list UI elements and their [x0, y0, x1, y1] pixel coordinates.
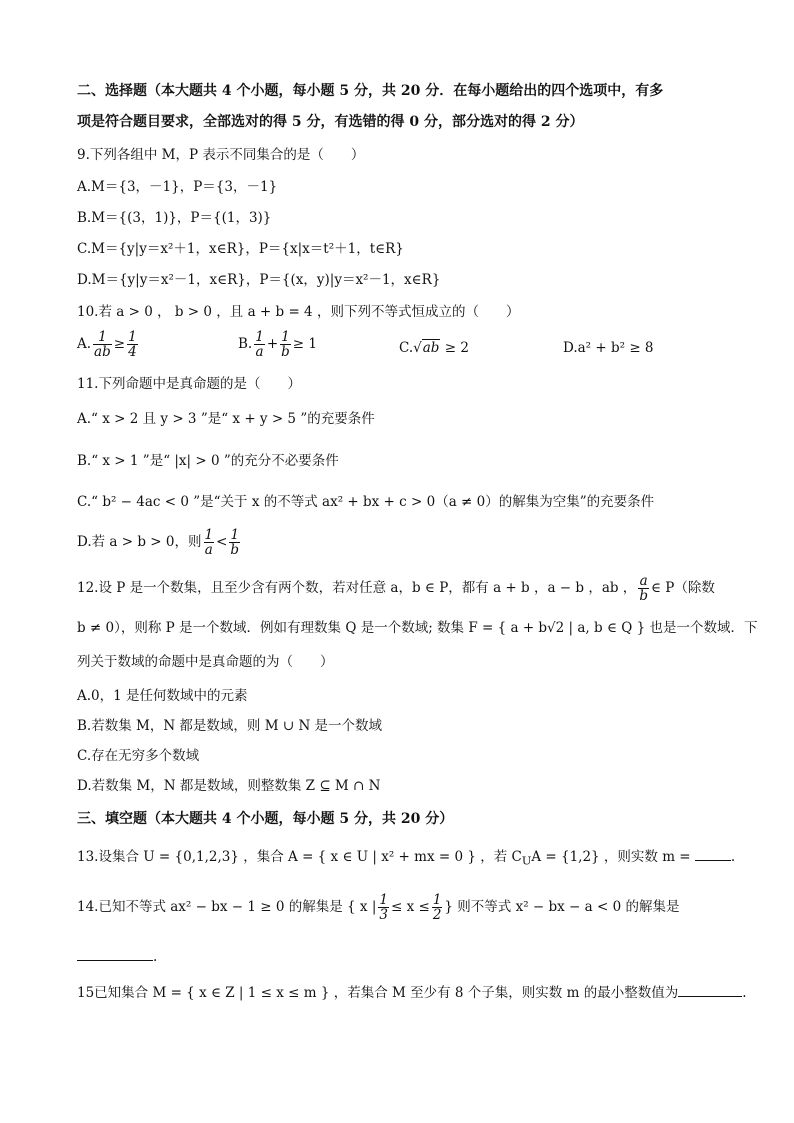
q10-option-b [238, 330, 317, 359]
q13-end: . [730, 849, 736, 865]
q14-mid: ≤ x ≤ [390, 899, 430, 915]
q12-l2-pre: b ≠ 0），则称 P 是一个数域．例如有理数集 Q 是一个数域; 数集 F = [77, 620, 494, 636]
q14-post: 则不等式 x² − bx − a < 0 的解集是 [457, 899, 680, 915]
q11-d-rel: < [216, 534, 228, 550]
q10-b-n1: 1 [255, 329, 264, 345]
q14-f2n: 1 [432, 892, 442, 908]
q11-option-c: C.“ b² − 4ac < 0 ”是“关于 x 的不等式 ax² + bx + c > 0（a ≠ 0）的解集为空集”的充要条件 [77, 494, 655, 510]
q12-l2-set: { a + b√2 | a, b ∈ Q } [497, 620, 646, 636]
q12-option-c: C.存在无穷多个数域 [77, 748, 200, 764]
q10-b-prefix: B. [238, 336, 253, 352]
q10-a-rel: ≥ [113, 336, 126, 352]
q14-f1d: 3 [379, 907, 388, 923]
q15-answer-blank[interactable] [678, 982, 742, 997]
q14-answer-blank[interactable] [77, 946, 153, 961]
q10-a-num: 1 [93, 330, 112, 345]
q10-b-frac2 [280, 330, 291, 359]
q10-option-d: D.a² + b² ≥ 8 [563, 340, 654, 356]
q14-answer-line [77, 946, 157, 967]
q11-option-a: A.“ x > 2 且 y > 3 ”是“ x + y > 5 ”的充要条件 [77, 411, 375, 427]
q9-option-d: D.M＝{y|y＝x²－1，x∈R}，P＝{(x，y)|y＝x²－1，x∈R} [77, 272, 441, 288]
q13-text2: A = {1,2} ，则实数 m = [531, 849, 691, 865]
q15-line [77, 982, 747, 1003]
q10-b-d1: a [255, 344, 264, 360]
q12-line1 [77, 574, 715, 603]
q11-d-d1: a [204, 542, 213, 558]
q10-c-radicand: ab [422, 340, 440, 356]
q13-text: 13.设集合 U = {0,1,2,3} ，集合 A = { x ∈ U | x² + mx = 0 } ，若 C [77, 849, 522, 865]
q12-l2-post: 也是一个数域．下 [649, 620, 758, 636]
q14-end: . [153, 949, 158, 965]
q12-line3: 列关于数域的命题中是真命题的为（ ） [77, 654, 334, 670]
q14-pre: 14.已知不等式 ax² − bx − 1 ≥ 0 的解集是 [77, 899, 343, 915]
q10-a-den: ab [94, 344, 111, 360]
q12-l1-frac [638, 574, 649, 603]
q10-b-frac1 [254, 330, 265, 359]
q10-b-n2: 1 [281, 329, 290, 345]
q10-c-prefix: C. [399, 340, 414, 356]
q10-b-d2: b [281, 344, 290, 360]
q12-line2 [77, 618, 757, 638]
q12-l1-fn: a [639, 573, 648, 589]
q13-sub: U [521, 854, 532, 868]
q11-d-n2: 1 [230, 527, 240, 543]
q13-line [77, 846, 735, 872]
q12-option-b: B.若数集 M，N 都是数域，则 M ∪ N 是一个数域 [77, 718, 383, 734]
q12-option-a: A.0，1 是任何数域中的元素 [77, 688, 248, 704]
q11-stem: 11.下列命题中是真命题的是（ ） [77, 376, 301, 392]
q9-option-c: C.M＝{y|y＝x²＋1，x∈R}，P＝{x|x＝t²＋1，t∈R} [77, 241, 404, 257]
q11-d-frac1 [204, 528, 215, 557]
q14-set-post: } [444, 899, 453, 915]
q12-l1-fd: b [639, 588, 648, 604]
q10-a-rfrac [127, 330, 138, 359]
q11-d-pre: D.若 a > b > 0，则 [77, 534, 202, 550]
q10-a-prefix: A. [77, 336, 92, 352]
q12-l1-post: ∈ P（除数 [650, 580, 715, 596]
q13-answer-blank[interactable] [695, 846, 731, 861]
q14-set-pre: { x | [347, 899, 377, 915]
q15-text: 15已知集合 M = { x ∈ Z | 1 ≤ x ≤ m } ，若集合 M 至少有 8 个子集，则实数 m 的最小整数值为 [77, 985, 679, 1001]
q14-f1n: 1 [379, 892, 388, 908]
q10-option-c [399, 338, 469, 358]
q12-option-d: D.若数集 M，N 都是数域，则整数集 Z ⊆ M ∩ N [77, 778, 381, 794]
q14-line [77, 893, 679, 922]
section2-heading-line2: 项是符合题目要求，全部选对的得 5 分，有选错的得 0 分，部分选对的得 2 分） [77, 114, 584, 130]
q10-c-sqrt-icon: √ [413, 340, 422, 356]
q11-option-b: B.“ x > 1 ”是“ |x| > 0 ”的充分不必要条件 [77, 453, 339, 469]
q12-l1-pre: 12.设 P 是一个数集，且至少含有两个数，若对任意 a，b ∈ P，都有 a + b ，a − b ，ab ， [77, 580, 637, 596]
q14-f2d: 2 [432, 907, 442, 923]
q11-d-n1: 1 [204, 527, 214, 543]
q14-frac1 [378, 893, 389, 922]
q14-frac2 [432, 893, 443, 922]
q9-stem: 9.下列各组中 M，P 表示不同集合的是（ ） [77, 147, 365, 163]
q10-a-frac [93, 330, 112, 359]
q9-option-a: A.M＝{3，－1}，P＝{3，－1} [77, 179, 278, 195]
q10-c-rel: ≥ 2 [444, 340, 469, 356]
q11-d-frac2 [229, 528, 240, 557]
q15-end: . [742, 985, 747, 1001]
q11-option-d [77, 528, 242, 557]
q10-a-rnum: 1 [128, 329, 137, 345]
q10-option-a [77, 330, 140, 359]
q10-b-rel: ≥ 1 [292, 336, 317, 352]
q9-option-b: B.M＝{(3，1)}，P＝{(1，3)} [77, 210, 272, 226]
section2-heading-line1: 二、选择题（本大题共 4 个小题，每小题 5 分，共 20 分．在每小题给出的四个选项中，有多 [77, 83, 664, 99]
section3-heading: 三、填空题（本大题共 4 个小题，每小题 5 分，共 20 分） [77, 811, 454, 827]
q10-a-rden: 4 [128, 344, 137, 360]
q10-stem: 10.若 a > 0 ， b > 0 ，且 a + b = 4 ，则下列不等式恒成立的（ ） [77, 304, 520, 320]
q10-b-plus: + [266, 336, 279, 352]
q11-d-d2: b [230, 542, 240, 558]
